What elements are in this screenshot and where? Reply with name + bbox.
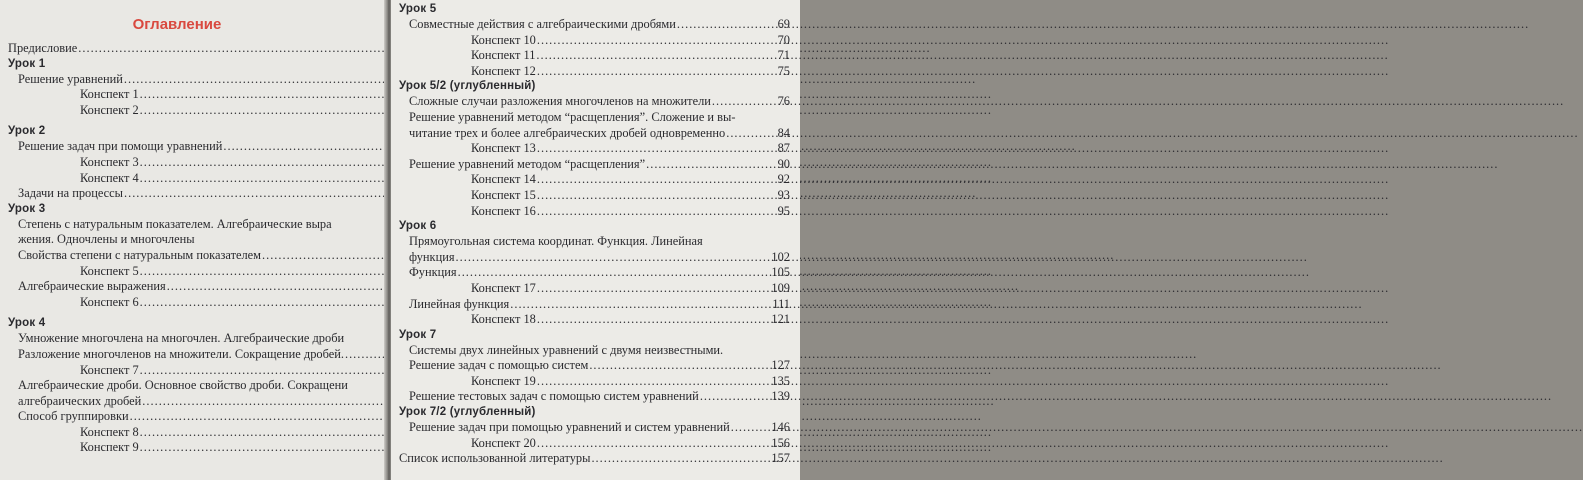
dot-leader: [223, 139, 384, 155]
toc-entry-title: Конспект 18: [471, 312, 536, 327]
page-number: 127: [771, 358, 790, 373]
toc-entry-title: Конспект 9: [80, 440, 139, 455]
dot-leader: [537, 141, 777, 157]
toc-entry-text: Системы двух линейных уравнений с двумя неизвестными.: [409, 342, 724, 357]
toc-subentry[interactable]: [399, 64, 790, 80]
dot-leader: [140, 87, 391, 103]
toc-entry[interactable]: [399, 420, 790, 436]
page-number: 95: [777, 203, 790, 218]
page-number: 146: [771, 420, 790, 435]
lesson-heading: Урок 2: [8, 125, 46, 138]
toc-entry[interactable]: [399, 451, 790, 467]
toc-entry-title: Конспект 19: [471, 373, 536, 388]
dot-leader: [591, 451, 770, 467]
toc-entry-title: Конспект 13: [471, 141, 536, 156]
toc-entry[interactable]: [399, 250, 790, 266]
toc-entry-title: Конспект 4: [80, 170, 139, 185]
dot-leader: [537, 374, 771, 390]
toc-entry[interactable]: [8, 72, 392, 88]
dot-leader: [537, 204, 777, 220]
dot-leader: [731, 420, 771, 436]
toc-entry-title: Сложные случаи разложения многочленов на множители: [409, 94, 711, 109]
dot-leader: [78, 41, 391, 57]
dot-leader: [712, 94, 777, 110]
toc-entry[interactable]: [399, 358, 790, 374]
dot-leader: [510, 297, 771, 313]
dot-leader: [536, 48, 776, 64]
toc-subentry[interactable]: [399, 374, 790, 390]
dot-leader: [589, 358, 770, 374]
page-number: 87: [777, 141, 790, 156]
page-number: 135: [771, 373, 790, 388]
dot-leader: [537, 281, 771, 297]
toc-entry-title: Конспект 2: [80, 102, 139, 117]
dot-leader: [677, 17, 777, 33]
page-number: 121: [771, 312, 790, 327]
dot-leader: [537, 64, 777, 80]
toc-entry[interactable]: [399, 157, 790, 173]
lesson-heading: Урок 7: [399, 328, 437, 341]
toc-entry-text: Прямоугольная система координат. Функция. Линейная: [409, 234, 703, 249]
dot-leader: [140, 425, 385, 441]
toc-entry-title: Конспект 11: [471, 48, 536, 63]
toc-entry[interactable]: [399, 297, 790, 313]
page-number: 71: [777, 48, 790, 63]
toc-subentry[interactable]: [399, 312, 790, 328]
toc-entry-title: Конспект 20: [471, 435, 536, 450]
toc-subentry[interactable]: [8, 87, 392, 103]
dot-leader: [140, 171, 385, 187]
dot-leader: [537, 33, 777, 49]
toc-entry-text: Алгебраические дроби. Основное свойство дроби. Сокращени: [18, 378, 348, 393]
dot-leader: [140, 103, 385, 119]
toc-subentry[interactable]: [8, 425, 392, 441]
page-number: 90: [777, 156, 790, 171]
toc-entry[interactable]: [399, 126, 790, 142]
toc-entry[interactable]: [399, 265, 790, 281]
toc-entry-title: Задачи на процессы: [18, 186, 123, 201]
toc-entry-title: Конспект 8: [80, 424, 139, 439]
toc-subentry[interactable]: [8, 155, 392, 171]
dot-leader: [167, 279, 385, 295]
lesson-heading: Урок 1: [8, 57, 46, 70]
lesson-heading: Урок 5: [399, 3, 437, 15]
toc-entry-title: Решение задач при помощи уравнений: [18, 139, 223, 154]
left-toc-list: [8, 41, 386, 456]
page-number: 70: [777, 32, 790, 47]
toc-entry-title: Разложение многочленов на множители. Сокращение дробей.: [18, 346, 344, 361]
toc-entry-title: Способ группировки: [18, 409, 129, 424]
dot-leader: [537, 188, 777, 204]
toc-entry-title: Конспект 5: [80, 263, 139, 278]
lesson-heading: Урок 5/2 (углубленный): [399, 80, 536, 93]
dot-leader: [456, 250, 771, 266]
page-number: 69: [777, 17, 790, 31]
toc-subentry[interactable]: [399, 188, 790, 204]
toc-entry[interactable]: [399, 17, 790, 33]
dot-leader: [140, 440, 385, 456]
toc-entry-title: Конспект 14: [471, 172, 536, 187]
right-page: [391, 0, 800, 480]
toc-subentry[interactable]: [399, 281, 790, 297]
dot-leader: [130, 409, 385, 425]
dot-leader: [124, 186, 385, 202]
dot-leader: [537, 312, 771, 328]
toc-entry[interactable]: [8, 139, 392, 155]
toc-entry[interactable]: [8, 41, 392, 57]
page-number: 157: [771, 451, 790, 466]
dot-leader: [700, 389, 771, 405]
toc-subentry[interactable]: [8, 264, 392, 280]
page-number: 93: [777, 187, 790, 202]
toc-subentry[interactable]: [399, 141, 790, 157]
page-number: 75: [777, 63, 790, 78]
left-page: [0, 0, 386, 480]
toc-entry[interactable]: [8, 186, 392, 202]
toc-subentry[interactable]: [399, 436, 790, 452]
toc-entry-title: читание трех и более алгебраических дробей одновременно: [409, 125, 726, 140]
page-number: 92: [777, 172, 790, 187]
lesson-heading: Урок 6: [399, 220, 437, 233]
page-number: 111: [772, 296, 790, 311]
page-number: 84: [777, 125, 790, 140]
toc-subentry[interactable]: [8, 363, 392, 379]
lesson-heading: Урок 7/2 (углубленный): [399, 406, 536, 419]
toc-entry-title: Конспект 17: [471, 280, 536, 295]
dot-leader: [726, 126, 776, 142]
toc-entry-title: Конспект 16: [471, 203, 536, 218]
toc-entry-title: Линейная функция: [409, 296, 510, 311]
toc-entry[interactable]: [399, 389, 790, 405]
toc-entry-title: Решение тестовых задач с помощью систем уравнений: [409, 389, 699, 404]
toc-subentry[interactable]: [399, 204, 790, 220]
toc-entry-title: Предисловие: [8, 41, 78, 55]
dot-leader: [262, 248, 385, 264]
dot-leader: [140, 295, 385, 311]
toc-title: Оглавление: [132, 16, 222, 33]
toc-entry-title: Решение уравнений методом “расщепления”: [409, 156, 646, 171]
toc-entry-text: Решение уравнений методом “расщепления”. Сложение и вы-: [409, 109, 736, 124]
dot-leader: [345, 347, 385, 363]
toc-entry-text: жения. Одночлены и многочлены: [18, 232, 195, 247]
toc-subentry[interactable]: [8, 103, 392, 119]
page-number: 139: [771, 389, 790, 404]
toc-entry-title: Решение уравнений: [18, 71, 123, 86]
dot-leader: [458, 265, 771, 281]
toc-entry-title: Конспект 7: [80, 362, 139, 377]
toc-entry-title: Конспект 12: [471, 63, 536, 78]
lesson-heading: Урок 3: [8, 202, 46, 215]
toc-entry-title: Конспект 10: [471, 32, 536, 47]
toc-entry-title: Конспект 3: [80, 154, 139, 169]
toc-entry-title: алгебраических дробей: [18, 393, 142, 408]
dot-leader: [646, 157, 776, 173]
toc-entry[interactable]: [8, 347, 392, 363]
lesson-heading: Урок 4: [8, 317, 46, 330]
toc-subentry[interactable]: [399, 172, 790, 188]
dot-leader: [124, 72, 391, 88]
page-number: 105: [771, 265, 790, 280]
toc-entry[interactable]: [8, 248, 392, 264]
toc-entry[interactable]: [8, 409, 392, 425]
page-number: 109: [771, 280, 790, 295]
toc-entry-title: Конспект 6: [80, 294, 139, 309]
right-toc-list: [399, 0, 790, 467]
dot-leader: [140, 363, 385, 379]
dot-leader: [537, 172, 777, 188]
dot-leader: [537, 436, 771, 452]
dot-leader: [142, 394, 385, 410]
toc-entry-title: Функция: [409, 265, 457, 280]
toc-subentry[interactable]: [8, 171, 392, 187]
toc-entry[interactable]: [8, 394, 392, 410]
toc-entry-title: Алгебраические выражения: [18, 279, 166, 294]
toc-entry-title: Конспект 15: [471, 187, 536, 202]
page-number: 76: [777, 94, 790, 109]
page-number: 156: [771, 435, 790, 450]
toc-entry-text: Степень с натуральным показателем. Алгебраические выра: [18, 216, 332, 231]
toc-subentry[interactable]: [8, 440, 392, 456]
toc-entry[interactable]: [399, 94, 790, 110]
dot-leader: [140, 155, 385, 171]
toc-entry[interactable]: [8, 279, 392, 295]
toc-subentry[interactable]: [399, 33, 790, 49]
toc-entry-title: Решение задач с помощью систем: [409, 358, 589, 373]
toc-entry-title: Список использованной литературы: [399, 451, 591, 466]
dot-leader: [140, 264, 385, 280]
toc-entry-title: Решение задач при помощью уравнений и систем уравнений: [409, 420, 730, 435]
toc-subentry[interactable]: [399, 48, 790, 64]
toc-entry-title: функция: [409, 249, 455, 264]
toc-entry-title: Свойства степени с натуральным показателем: [18, 247, 262, 262]
toc-subentry[interactable]: [8, 295, 392, 311]
toc-entry-text: Умножение многочлена на многочлен. Алгебраические дроби: [18, 331, 345, 346]
page-number: 102: [771, 249, 790, 264]
toc-entry-title: Совместные действия с алгебраическими дробями: [409, 17, 676, 31]
toc-entry-title: Конспект 1: [80, 87, 139, 102]
